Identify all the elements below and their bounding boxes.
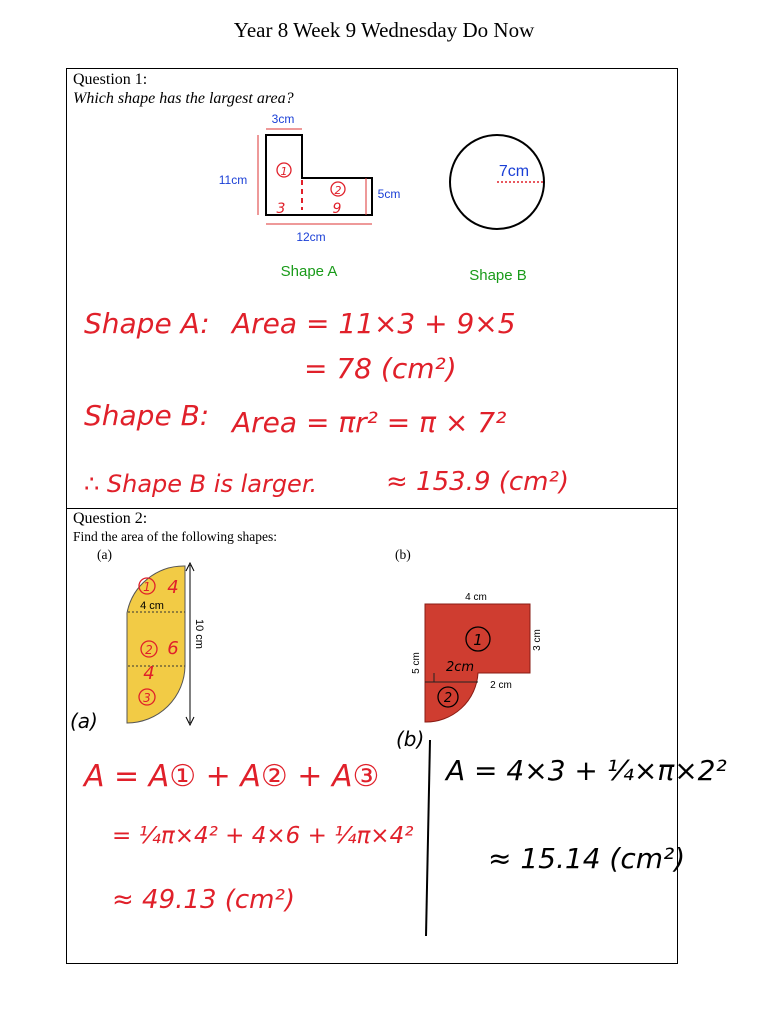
shape-a-name: Shape A — [280, 263, 338, 280]
part-b-top-width: 4 cm — [465, 592, 487, 603]
part-b-diagram — [411, 592, 543, 722]
part-a-diagram — [127, 563, 205, 725]
part-a-mark-mid: 6 — [167, 638, 179, 659]
shape-a-top-width: 3cm — [271, 112, 295, 126]
question-1-prompt: Which shape has the largest area? — [73, 90, 294, 107]
part-b-right-height: 3 cm — [532, 629, 543, 651]
part-b-left-height: 5 cm — [411, 652, 422, 674]
q1-working-line1: Area = 11×3 + 9×5 — [232, 307, 516, 340]
shape-b-name: Shape B — [469, 267, 527, 284]
shape-b-radius: 7cm — [498, 163, 530, 180]
part-b-working-label: (b) — [396, 727, 425, 751]
part-a-circle-2-label: 2 — [145, 643, 153, 657]
shape-a-height: 11cm — [218, 173, 248, 187]
part-a-working-line3: ≈ 49.13 (cm²) — [112, 885, 296, 915]
question-2-label: Question 2: — [73, 510, 148, 527]
part-a-label: (a) — [97, 547, 112, 562]
q1-working-line3-label: Shape B: — [84, 399, 210, 432]
q1-working-line1-label: Shape A: — [84, 307, 210, 340]
q1-working-line4-label: ∴ Shape B is larger. — [84, 470, 318, 498]
q1-working-line3: Area = πr² = π × 7² — [232, 406, 507, 439]
part-b-inner-label: 2cm — [445, 660, 475, 675]
part-a-height: 10 cm — [193, 619, 205, 649]
working-divider — [426, 740, 430, 936]
shape-a-part-2: 2 — [334, 184, 342, 197]
part-a-width: 4 cm — [140, 600, 164, 612]
part-b-bottom-width: 2 cm — [490, 680, 512, 691]
part-b-label: (b) — [395, 547, 411, 562]
shape-a-bottom-width: 12cm — [296, 230, 326, 244]
q1-working-line2: = 78 (cm²) — [304, 352, 457, 385]
part-a-mark-bottom: 4 — [143, 663, 155, 684]
part-a-working-line2: = ¼π×4² + 4×6 + ¼π×4² — [112, 823, 414, 849]
page-title: Year 8 Week 9 Wednesday Do Now — [233, 18, 535, 42]
shape-a-mark-9: 9 — [332, 201, 342, 217]
part-a-working-line1: A = A① + A② + A③ — [84, 759, 380, 794]
part-a-circle-3-label: 3 — [143, 691, 151, 705]
part-b-working-line1: A = 4×3 + ¼×π×2² — [446, 754, 727, 787]
shape-a-mark-3: 3 — [276, 201, 286, 217]
part-a-circle-1-label: 1 — [143, 580, 151, 594]
part-b-circle-1-label: 1 — [473, 631, 483, 649]
question-1-label: Question 1: — [73, 71, 148, 88]
part-b-working-line2: ≈ 15.14 (cm²) — [488, 842, 686, 875]
shape-a-right-height: 5cm — [377, 187, 401, 201]
q1-working-line4: ≈ 153.9 (cm²) — [386, 467, 570, 497]
part-b-circle-2-label: 2 — [443, 691, 453, 706]
shape-a-part-1: 1 — [280, 165, 288, 178]
part-a-working — [70, 709, 413, 915]
part-a-mark-top: 4 — [167, 577, 179, 598]
part-a-working-label: (a) — [70, 709, 98, 733]
part-b-working — [396, 727, 727, 875]
question-2-prompt: Find the area of the following shapes: — [73, 529, 277, 544]
